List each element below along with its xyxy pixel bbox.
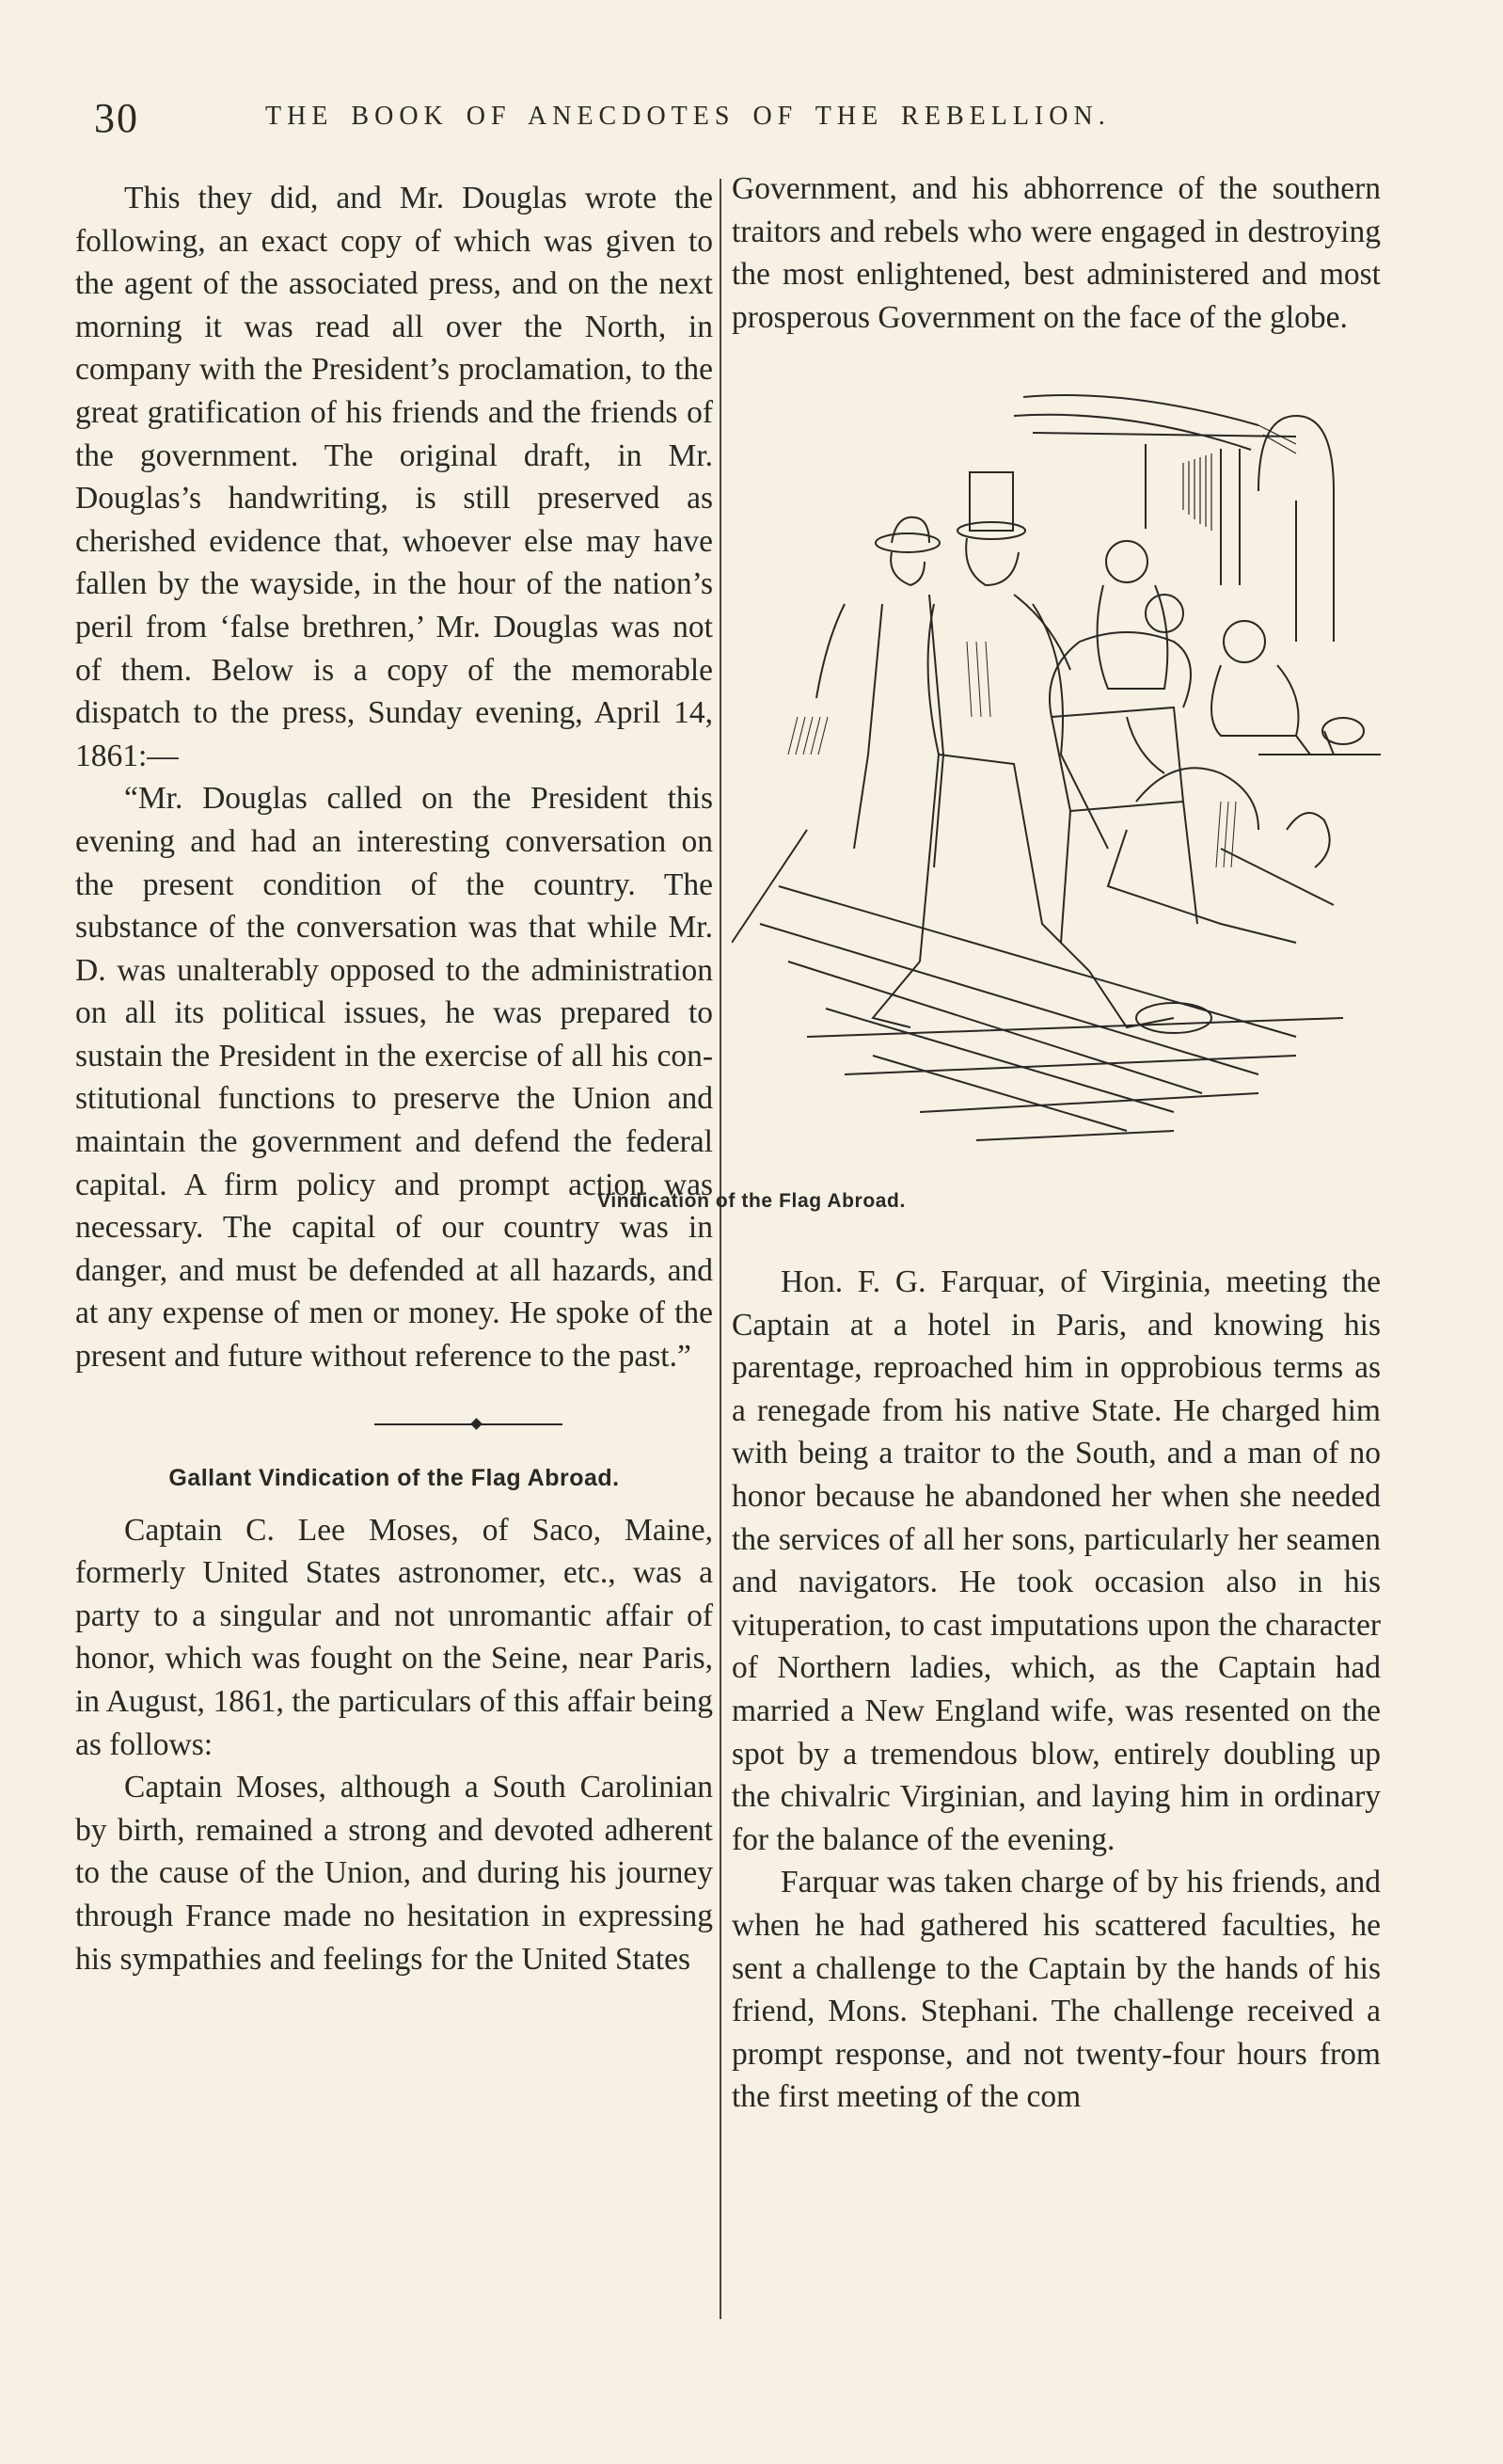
section-heading: Gallant Vindication of the Flag Abroad. (168, 1464, 620, 1491)
running-title: THE BOOK OF ANECDOTES OF THE REBELLION. (265, 102, 1111, 131)
duel-scene-engraving (732, 359, 1381, 1168)
page-number: 30 (94, 95, 139, 141)
paragraph: This they did, and Mr. Douglas wrote the following, an exact copy of which was given to the agent of the associated press, and on the next morning it was read all over the North, in company with the President’s proclamation, to the great gratification of his friends and the friends of the government. The original draft, in Mr. Douglas’s handwriting, is still preserved as cherished evidence that, whoever else may have fallen by the wayside, in the hour of the nation’s peril from ‘false brethren,’ Mr. Douglas was not of them. Below is a copy of the memorable dispatch to the press, Sunday evening, April 14, 1861:— (75, 181, 713, 773)
paragraph: Government, and his abhorrence of the southern traitors and rebels who were engaged in destroying the most enlightened, best administered and most prosperous Government on the face of the globe. (732, 171, 1381, 335)
right-column-lower-text (732, 1261, 1381, 2119)
paragraph: Farquar was taken charge of by his friends, and when he had gathered his scattered faculties, he sent a challenge to the Captain by the hands of his friend, Mons. Stephani. The challenge received a prompt response, and not twenty-four hours from the first meeting of the com (732, 1865, 1381, 2115)
paragraph: Hon. F. G. Farquar, of Virginia, meeting the Captain at a hotel in Paris, and knowing his parentage, reproached him in opprobious terms as a renegade from his native State. He charged him with being a traitor to the South, and a man of no honor because he abandoned her when she needed the services of all her sons, particularly her seamen and navigators. He took occasion also in his vituperation, to cast imputations upon the character of Northern ladies, which, as the Captain had married a New England wife, was resented on the spot by a tremendous blow, entirely doubling up the chivalric Virginian, and laying him in ordinary for the balance of the evening. (732, 1264, 1381, 1857)
section-ornament (75, 1412, 713, 1437)
quoted-dispatch-paragraph: “Mr. Douglas called on the President this evening and had an interesting conversation on the present condition of the country. The substance of the conversation was that while Mr. D. was unalterably opposed to the administration on all its political issues, he was prepared to sustain the President in the exercise of all his constitutional functions to preserve the Union and maintain the government and defend the federal capital. A firm policy and prompt action was necessary. The capital of our country was in danger, and must be defended at all hazards, and at any expense of men or money. He spoke of the present and future without reference to the past.” (75, 781, 713, 1375)
paragraph: Captain C. Lee Moses, of Saco, Maine, formerly United States astronomer, etc., was a party to a singular and not unromantic affair of honor, which was fought on the Seine, near Paris, in August, 1861, the particulars of this affair being as follows: (75, 1512, 713, 1762)
illustration-caption: Vindication of the Flag Abroad. (597, 1190, 906, 1212)
paragraph: Captain Moses, although a South Carolinian by birth, remained a strong and devoted adherent to the cause of the Union, and during his journey through France made no hesitation in expressing his sympathies and feelings for the United States (75, 1770, 713, 1977)
page-header (0, 94, 1503, 151)
column-divider (720, 179, 721, 2319)
right-column (732, 167, 1381, 1187)
left-column (75, 177, 713, 1980)
engraving-illustration (732, 359, 1381, 1187)
